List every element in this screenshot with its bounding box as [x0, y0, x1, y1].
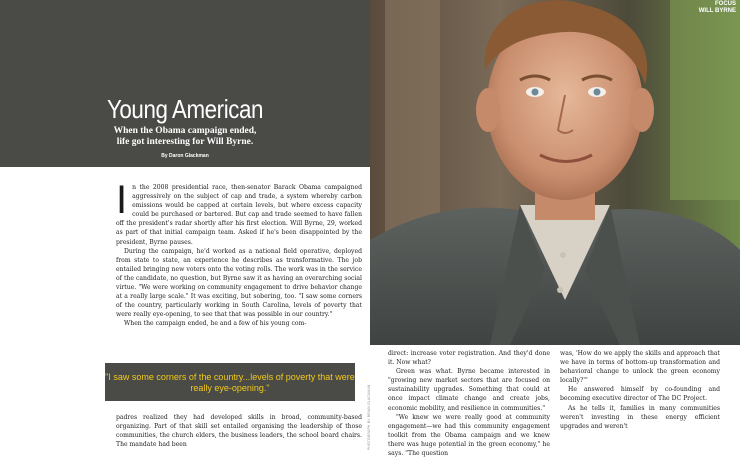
deck-line-1: When the Obama campaign ended,: [113, 126, 257, 136]
photo-caption: [699, 1, 736, 15]
photo-caption-line-2: WILL BYRNE: [698, 8, 736, 14]
article-deck: [0, 126, 370, 148]
photo-credit: PHOTOGRAPH BY BRIAN GLACKMAN: [367, 384, 371, 450]
paragraph-2: During the campaign, he'd worked as a national field operative, deployed from state to state, an experience he describes as transformative. The job entailed bringing new voters onto the voting rolls. The work was in the service of the candidate, no question, but Byrne saw it as having an overarching social virtue. "We were working on community engagement to drive behavior change at a really large scale." It was exciting, but sobering, too. "I saw some corners of the country, particularly working in South Carolina, levels of poverty that were really eye-opening, to see that that was possible in our country.": [116, 247, 362, 319]
photo-credit-strip: [367, 355, 375, 450]
drop-cap: I: [116, 178, 128, 222]
right-paragraph-1: direct: increase voter registration. And they'd done it. Now what?: [388, 350, 550, 367]
paragraph-4: padres realized they had developed skills in broad, community-based organizing. Part of that skill set entailed organising the leadership of those communities, the church elders, the business leaders, the school board chairs. The mandate had been: [116, 414, 362, 449]
right-column-2: [560, 349, 720, 431]
right-paragraph-3: "We knew we were really good at community engagement—we had this community engagement toolkit from the Obama campaign and we knew there was huge potential in the green economy," he says. "The question: [388, 413, 550, 458]
paragraph-3: When the campaign ended, he and a few of his young com-: [124, 320, 307, 328]
portrait-image: [370, 0, 740, 345]
pull-quote: "I saw some corners of the country...levels of poverty that were really eye-opening.": [105, 372, 355, 393]
deck-line-2: life got interesting for Will Byrne.: [116, 137, 254, 147]
right-column-1: [388, 349, 550, 458]
right-paragraph-2: Green was what. Byrne became interested in "growing new market sectors that are focused on sustainability upgrades. Something that could at once impact climate change and create jobs, economic mobility, and resilience in communities.": [388, 368, 550, 412]
paragraph-1: n the 2008 presidential race, then-senator Barack Obama campaigned aggressively on the subject of cap and trade, a system whereby carbon emissions would be capped at certain levels, but where excess capacity could be purchased or bartered. But cap and trade seemed to have fallen off the president's radar shortly after his first election. Will Byrne, 29, worked as part of that initial campaign team. Asked if he's been disappointed by the president, Byrne pauses.: [116, 184, 362, 246]
left-column: [116, 178, 362, 329]
photo-caption-line-1: FOCUS: [715, 1, 736, 7]
right-paragraph-6: As he tells it, families in many communities weren't investing in these energy efficient upgrades and weren't: [560, 404, 720, 430]
right-paragraph-5: He answered himself by co-founding and becoming executive director of The DC Project.: [560, 386, 720, 403]
right-paragraph-4: was, 'How do we apply the skills and approach that we have in terms of bottom-up transformation and behavioral change to unlock the green economy locally?'": [560, 350, 720, 385]
byline: By Daron Glackman: [161, 153, 209, 159]
left-column-continued: [116, 413, 362, 449]
article-title: Young American: [106, 94, 264, 124]
portrait-photo: [370, 0, 740, 345]
pull-quote-box: [105, 363, 355, 401]
